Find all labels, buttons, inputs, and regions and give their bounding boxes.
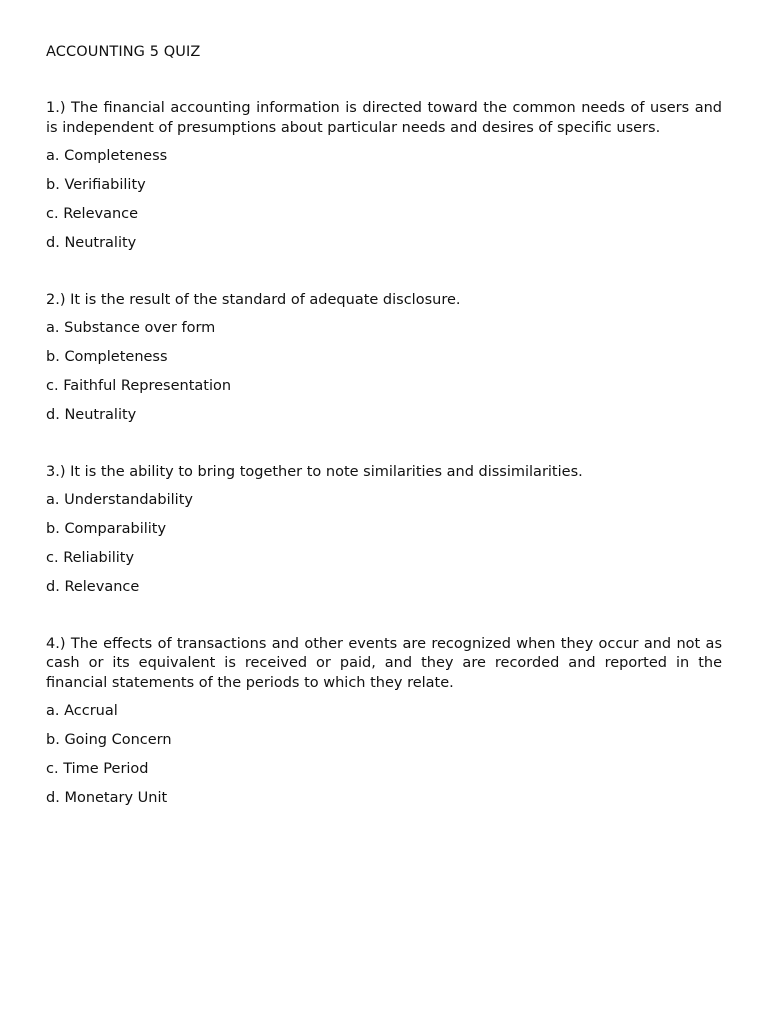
choice-list bbox=[46, 702, 722, 809]
choice-letter: a. bbox=[46, 148, 60, 164]
choice-item bbox=[46, 348, 722, 368]
choice-letter: b. bbox=[46, 177, 60, 193]
question-prompt: The financial accounting information is directed toward the common needs of users and is independent of presumptions about particular needs and desires of specific users. bbox=[46, 100, 722, 136]
choice-text: Accrual bbox=[64, 703, 118, 719]
question-number: 1.) bbox=[46, 100, 66, 116]
choice-item bbox=[46, 406, 722, 426]
choice-letter: c. bbox=[46, 550, 59, 566]
choice-text: Monetary Unit bbox=[64, 790, 168, 806]
quiz-page bbox=[46, 42, 722, 809]
question-4 bbox=[46, 635, 722, 809]
question-text bbox=[46, 99, 722, 138]
choice-letter: d. bbox=[46, 235, 60, 251]
choice-letter: c. bbox=[46, 761, 59, 777]
question-number: 2.) bbox=[46, 291, 66, 308]
choice-item bbox=[46, 176, 722, 196]
choice-letter: b. bbox=[46, 732, 60, 748]
choice-item bbox=[46, 377, 722, 397]
choice-text: Neutrality bbox=[64, 235, 137, 251]
choice-text: Completeness bbox=[64, 148, 168, 164]
choice-letter: a. bbox=[46, 703, 60, 719]
choice-item bbox=[46, 789, 722, 809]
choice-letter: b. bbox=[46, 521, 60, 537]
choice-letter: c. bbox=[46, 378, 59, 394]
choice-item bbox=[46, 147, 722, 167]
choice-text: Comparability bbox=[64, 521, 167, 537]
question-text bbox=[46, 291, 722, 311]
choice-item bbox=[46, 760, 722, 780]
choice-letter: d. bbox=[46, 790, 60, 806]
choice-letter: c. bbox=[46, 206, 59, 222]
choice-letter: b. bbox=[46, 349, 60, 365]
choice-text: Relevance bbox=[63, 206, 139, 222]
choice-text: Relevance bbox=[64, 579, 140, 595]
choice-letter: d. bbox=[46, 579, 60, 595]
choice-list bbox=[46, 147, 722, 254]
question-number: 4.) bbox=[46, 635, 66, 652]
choice-text: Neutrality bbox=[64, 407, 137, 423]
choice-item bbox=[46, 234, 722, 254]
choice-text: Reliability bbox=[63, 550, 135, 566]
choice-item bbox=[46, 702, 722, 722]
choice-letter: a. bbox=[46, 492, 60, 508]
choice-letter: d. bbox=[46, 407, 60, 423]
choice-letter: a. bbox=[46, 320, 60, 336]
choice-item bbox=[46, 549, 722, 569]
question-text bbox=[46, 635, 722, 694]
choice-text: Going Concern bbox=[64, 732, 172, 748]
question-2 bbox=[46, 291, 722, 426]
choice-text: Understandability bbox=[64, 492, 193, 508]
question-prompt: The effects of transactions and other events are recognized when they occur and not as cash or its equivalent is received or paid, and they are recorded and reported in the financial statements of the periods to which they relate. bbox=[46, 635, 722, 691]
question-text bbox=[46, 463, 722, 483]
choice-item bbox=[46, 205, 722, 225]
question-1 bbox=[46, 99, 722, 254]
choice-text: Faithful Representation bbox=[63, 378, 232, 394]
choice-item bbox=[46, 319, 722, 339]
choice-item bbox=[46, 491, 722, 511]
choice-text: Substance over form bbox=[64, 320, 216, 336]
question-3 bbox=[46, 463, 722, 598]
choice-item bbox=[46, 578, 722, 598]
quiz-title: ACCOUNTING 5 QUIZ bbox=[46, 44, 201, 60]
question-number: 3.) bbox=[46, 463, 66, 480]
choice-list bbox=[46, 319, 722, 426]
question-prompt: It is the ability to bring together to note similarities and dissimilarities. bbox=[70, 463, 583, 480]
choice-text: Time Period bbox=[63, 761, 149, 777]
choice-list bbox=[46, 491, 722, 598]
choice-item bbox=[46, 520, 722, 540]
choice-text: Verifiability bbox=[64, 177, 146, 193]
question-prompt: It is the result of the standard of adequate disclosure. bbox=[70, 291, 461, 308]
choice-item bbox=[46, 731, 722, 751]
choice-text: Completeness bbox=[64, 349, 168, 365]
